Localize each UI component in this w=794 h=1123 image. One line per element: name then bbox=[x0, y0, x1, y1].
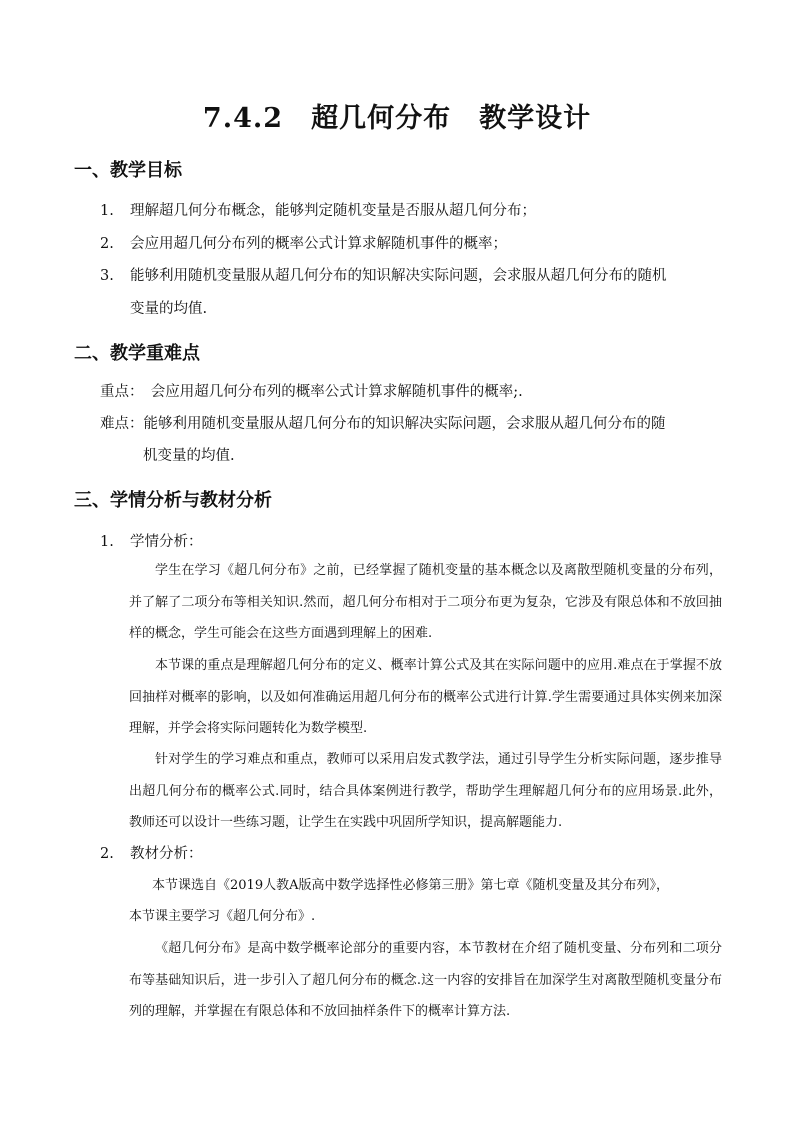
list-item-text: 理解超几何分布概念，能够判定随机变量是否服从超几何分布； bbox=[130, 203, 536, 219]
paragraph: 本节课选自《2019人教A版高中数学选择性必修第三册》第七章《随机变量及其分布列》， bbox=[152, 878, 669, 893]
paragraph: 针对学生的学习难点和重点，教师可以采用启发式教学法，通过引导学生分析实际问题，逐步推导出超几何分布的概率公式.同时，结合具体案例进行教学，帮助学生理解超几何分布的应用场景.此外，教师还可以设计一些练习题，让学生在实践中巩固所学知识，提高解题能力. bbox=[129, 752, 722, 830]
subsection-textbook-analysis bbox=[100, 842, 203, 863]
list-item-number: 2. bbox=[100, 236, 114, 252]
list-item bbox=[100, 228, 740, 261]
list-item-text-continued: 变量的均值. bbox=[130, 301, 208, 317]
subsection-label: 教材分析： bbox=[130, 846, 203, 862]
key-point-text: 重点： 会应用超几何分布列的概率公式计算求解随机事件的概率;. bbox=[100, 384, 523, 400]
paragraph: 本节课的重点是理解超几何分布的定义、概率计算公式及其在实际问题中的应用.难点在于掌握不放回抽样对概率的影响，以及如何准确运用超几何分布的概率公式进行计算.学生需要通过具体实例来加深理解，并学会将实际问题转化为数学模型. bbox=[129, 658, 722, 736]
difficulty-text: 难点：能够利用随机变量服从超几何分布的知识解决实际问题，会求服从超几何分布的随 bbox=[100, 416, 666, 432]
list-item bbox=[100, 260, 740, 326]
paragraph: 本节课主要学习《超几何分布》. bbox=[129, 909, 316, 924]
paragraph: 《超几何分布》是高中数学概率论部分的重要内容，本节教材在介绍了随机变量、分布列和二项分布等基础知识后，进一步引入了超几何分布的概念.这一内容的安排旨在加深学生对离散型随机变量分布列的理解，并掌握在有限总体和不放回抽样条件下的概率计算方法. bbox=[129, 941, 722, 1019]
subsection-number: 2. bbox=[100, 846, 114, 862]
document-title: 7.4.2 超几何分布 教学设计 bbox=[202, 103, 592, 134]
paragraph: 学生在学习《超几何分布》之前，已经掌握了随机变量的基本概念以及离散型随机变量的分布列，并了解了二项分布等相关知识.然而，超几何分布相对于二项分布更为复杂，它涉及有限总体和不放回抽样的概念，学生可能会在这些方面遇到理解上的困难. bbox=[129, 563, 722, 641]
section-heading-analysis: 三、学情分析与教材分析 bbox=[74, 490, 272, 511]
list-item-number: 1. bbox=[100, 203, 114, 219]
list-item-text: 能够利用随机变量服从超几何分布的知识解决实际问题，会求服从超几何分布的随机 bbox=[130, 268, 667, 284]
subsection-label: 学情分析： bbox=[130, 534, 203, 550]
list-item bbox=[100, 195, 740, 228]
subsection-student-analysis bbox=[100, 530, 203, 551]
subsection-number: 1. bbox=[100, 534, 114, 550]
section-heading-objectives: 一、教学目标 bbox=[74, 160, 182, 181]
section-heading-key-points: 二、教学重难点 bbox=[74, 343, 200, 364]
difficulty-text-continued: 机变量的均值. bbox=[143, 448, 235, 464]
list-item-text: 会应用超几何分布列的概率公式计算求解随机事件的概率； bbox=[130, 236, 507, 252]
list-item-number: 3. bbox=[100, 268, 114, 284]
